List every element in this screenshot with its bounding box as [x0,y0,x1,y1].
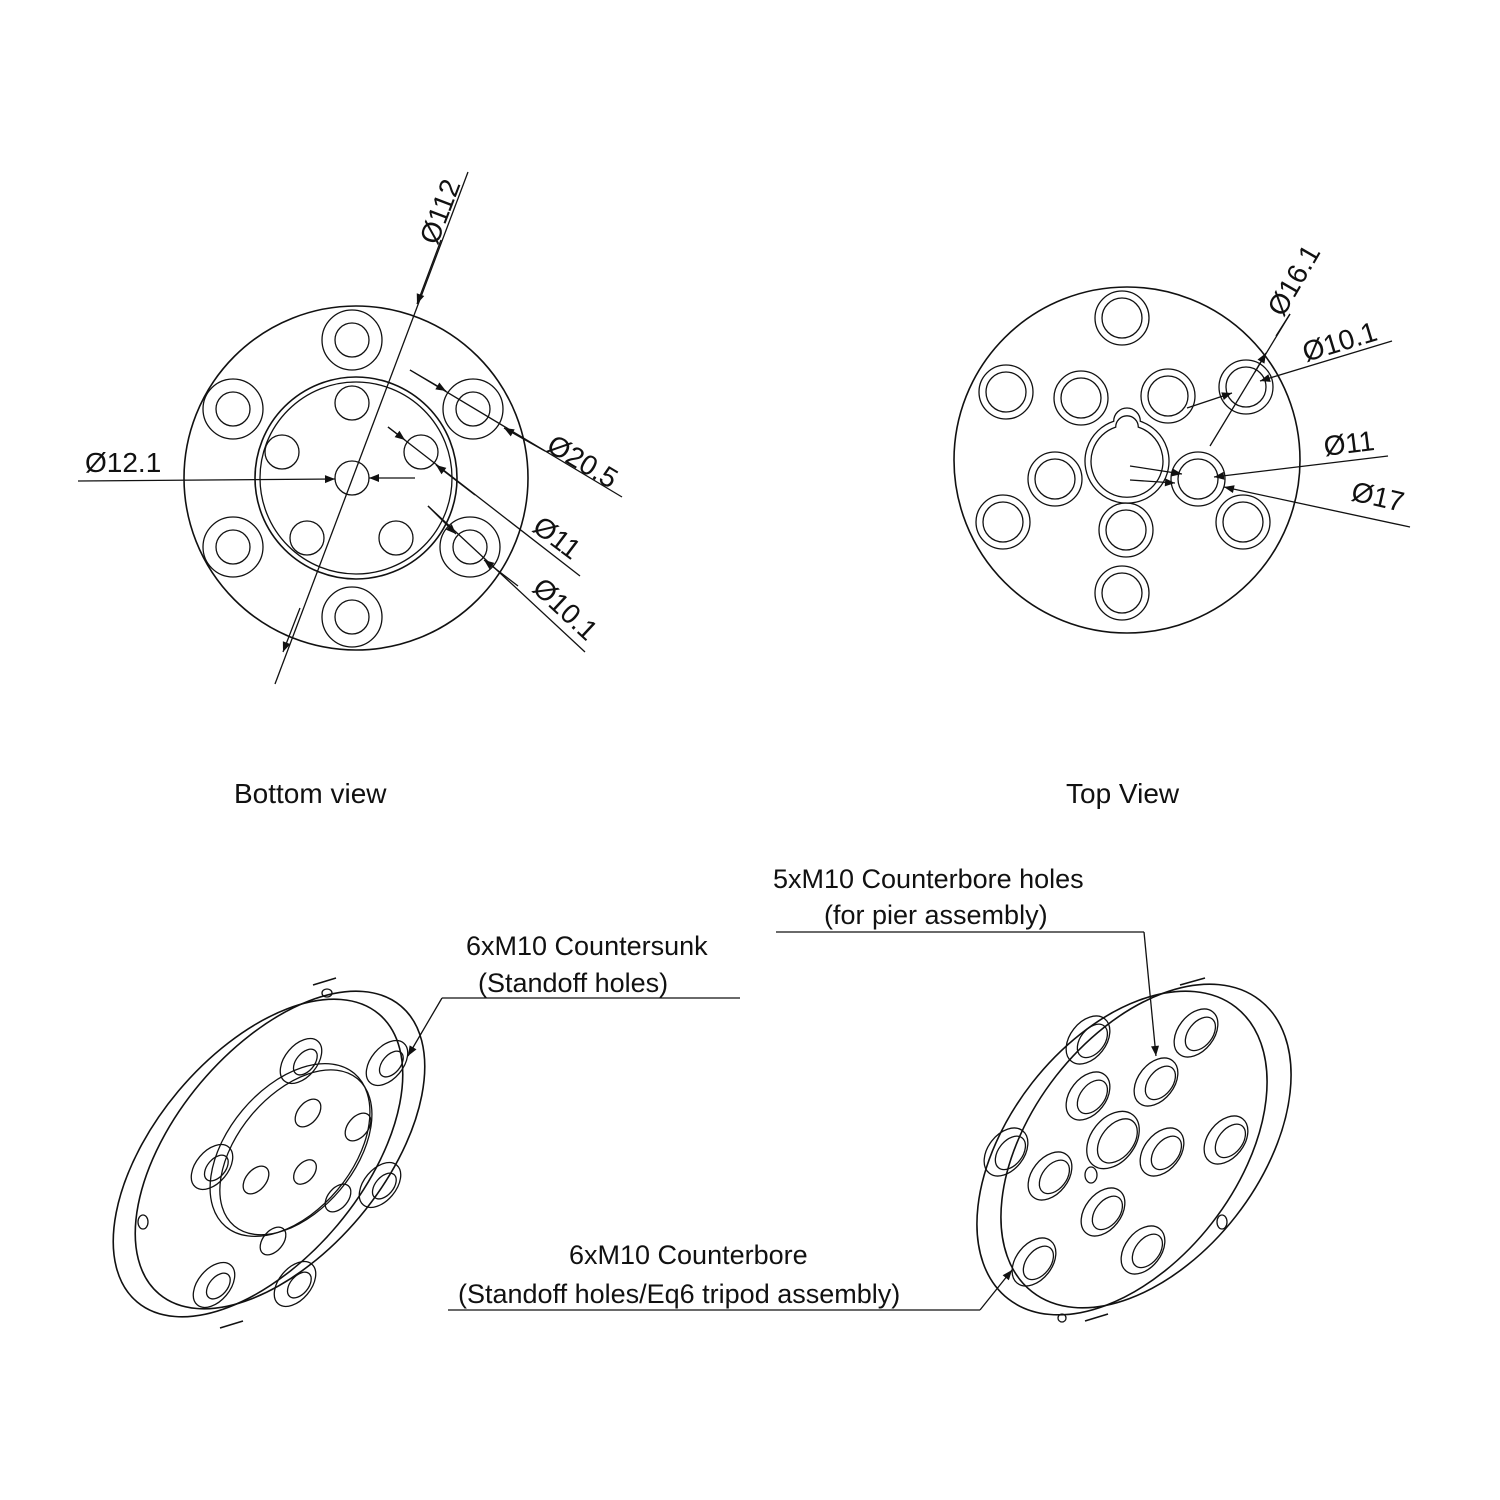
bottom-view [78,172,623,809]
counterbore-hole [1171,452,1225,506]
callout-pier [773,864,1156,1056]
counterbore-hole [1216,495,1270,549]
isometric-top-part [918,930,1349,1369]
top-view [954,239,1410,809]
dim-center-hole: Ø12.1 [85,447,162,478]
callout-pier-line2: (for pier assembly) [824,900,1048,930]
callout-countersunk-line1: 6xM10 Countersunk [466,931,708,961]
countersunk-hole [322,587,382,647]
bottom-boss-outer [255,377,457,579]
dim-countersink: Ø20.5 [541,428,624,495]
counterbore-hole [1028,452,1082,506]
counterbore-hole [976,495,1030,549]
dim-clearance: Ø11 [527,510,587,566]
bottom-view-caption: Bottom view [234,778,387,809]
bottom-dimension-lines [78,172,622,684]
counterbore-hole [979,365,1033,419]
callout-pier-line1: 5xM10 Counterbore holes [773,864,1084,894]
callout-counterbore-line1: 6xM10 Counterbore [569,1240,808,1270]
iso-left-side-tapped-holes [138,989,332,1229]
counterbore-hole [1095,566,1149,620]
counterbore-hole [1095,291,1149,345]
bottom-boss-inner [260,382,452,574]
counterbore-hole [1099,503,1153,557]
counterbore-hole [1141,369,1195,423]
callout-countersunk [408,931,740,1056]
dim-top-clearance: Ø11 [1321,424,1377,462]
top-counterbore-holes [976,291,1273,620]
countersunk-hole [203,517,263,577]
dim-outer-diameter: Ø112 [413,175,467,249]
countersunk-hole [203,379,263,439]
callout-counterbore [448,1240,1012,1310]
top-view-caption: Top View [1066,778,1180,809]
counterbore-hole [1054,371,1108,425]
bottom-boss-holes [265,386,438,555]
iso-right-counterbore-holes [975,1001,1257,1295]
countersunk-hole [322,310,382,370]
dim-thread: Ø10.1 [526,571,604,647]
isometric-bottom-part [57,939,480,1369]
dim-top-thread: Ø10.1 [1298,315,1381,368]
countersunk-hole [443,379,503,439]
bottom-outer-circle [184,306,528,650]
callout-counterbore-line2: (Standoff holes/Eq6 tripod assembly) [458,1279,901,1309]
callout-countersunk-line2: (Standoff holes) [478,968,669,998]
dim-counterbore-outer: Ø16.1 [1261,239,1327,321]
dim-top-bore: Ø17 [1348,475,1408,518]
top-outer-circle [954,287,1300,633]
top-keyhole [1085,408,1169,503]
